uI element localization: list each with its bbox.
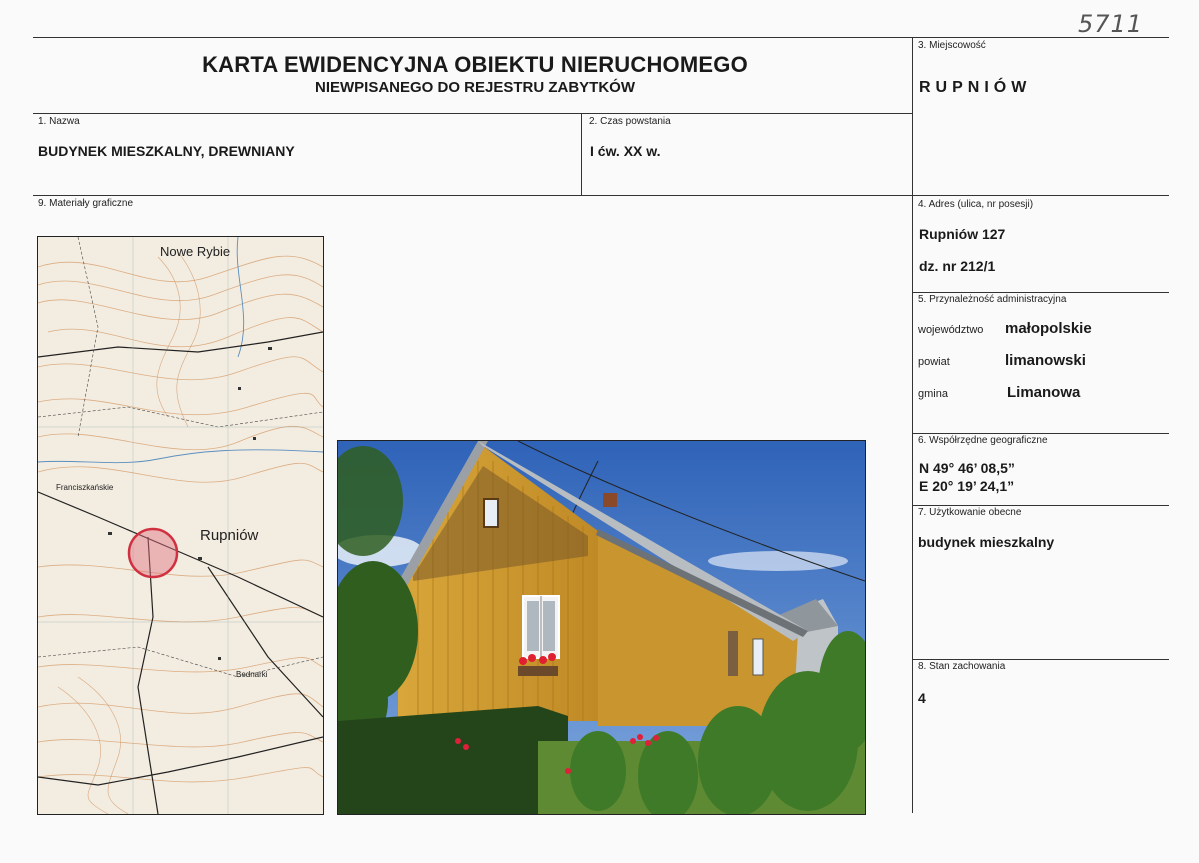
czas-label: 2. Czas powstania [589,116,671,127]
wspolrzedne-label: 6. Współrzędne geograficzne [918,435,1048,446]
stan-label: 8. Stan zachowania [918,661,1006,672]
adres-line1: Rupniów 127 [919,226,1006,242]
page-subtitle: NIEWPISANEGO DO REJESTRU ZABYTKÓW [314,79,636,96]
coord-e-value: E 20° 19’ 24,1” [919,478,1015,494]
map-drawing [38,237,323,814]
powiat-value: limanowski [1005,352,1086,369]
powiat-key: powiat [918,356,950,368]
handwritten-number: 5711 [1078,10,1144,38]
coord-n-value: N 49° 46’ 08,5” [919,460,1015,476]
house-photo [337,440,866,815]
frame-line [33,113,912,114]
location-marker [129,529,177,577]
frame-line [33,37,1169,38]
page-title: KARTA EWIDENCYJNA OBIEKTU NIERUCHOMEGO [202,52,748,77]
miejscowosc-value: RUPNIÓW [919,79,1032,96]
map-label-bednarki: Bednarki [236,670,268,679]
frame-line [33,195,1169,196]
house-photo-drawing [338,441,865,814]
przynaleznosc-label: 5. Przynależność administracyjna [918,294,1067,305]
map-label-franciszkanskie: Franciszkańskie [56,483,114,492]
gmina-key: gmina [918,388,948,400]
frame-line [912,292,1169,293]
adres-label: 4. Adres (ulica, nr posesji) [918,199,1034,210]
stan-value: 4 [918,690,926,706]
materialy-label: 9. Materiały graficzne [38,198,134,209]
nazwa-value: BUDYNEK MIESZKALNY, DREWNIANY [38,143,295,159]
uzytkowanie-label: 7. Użytkowanie obecne [918,507,1022,518]
wojewodztwo-value: małopolskie [1005,320,1092,337]
frame-line [581,113,582,195]
frame-line [912,433,1169,434]
frame-line [912,37,913,813]
miejscowosc-label: 3. Miejscowość [918,40,986,51]
czas-value: I ćw. XX w. [590,143,661,159]
frame-line [912,505,1169,506]
uzytkowanie-value: budynek mieszkalny [918,534,1055,550]
frame-line [912,659,1169,660]
topographic-map [37,236,324,815]
map-label-nowe-rybie: Nowe Rybie [160,244,231,259]
adres-line2: dz. nr 212/1 [919,258,996,274]
map-label-rupniow: Rupniów [200,527,259,544]
gmina-value: Limanowa [1007,384,1081,401]
wojewodztwo-key: województwo [918,324,984,336]
nazwa-label: 1. Nazwa [38,116,80,127]
